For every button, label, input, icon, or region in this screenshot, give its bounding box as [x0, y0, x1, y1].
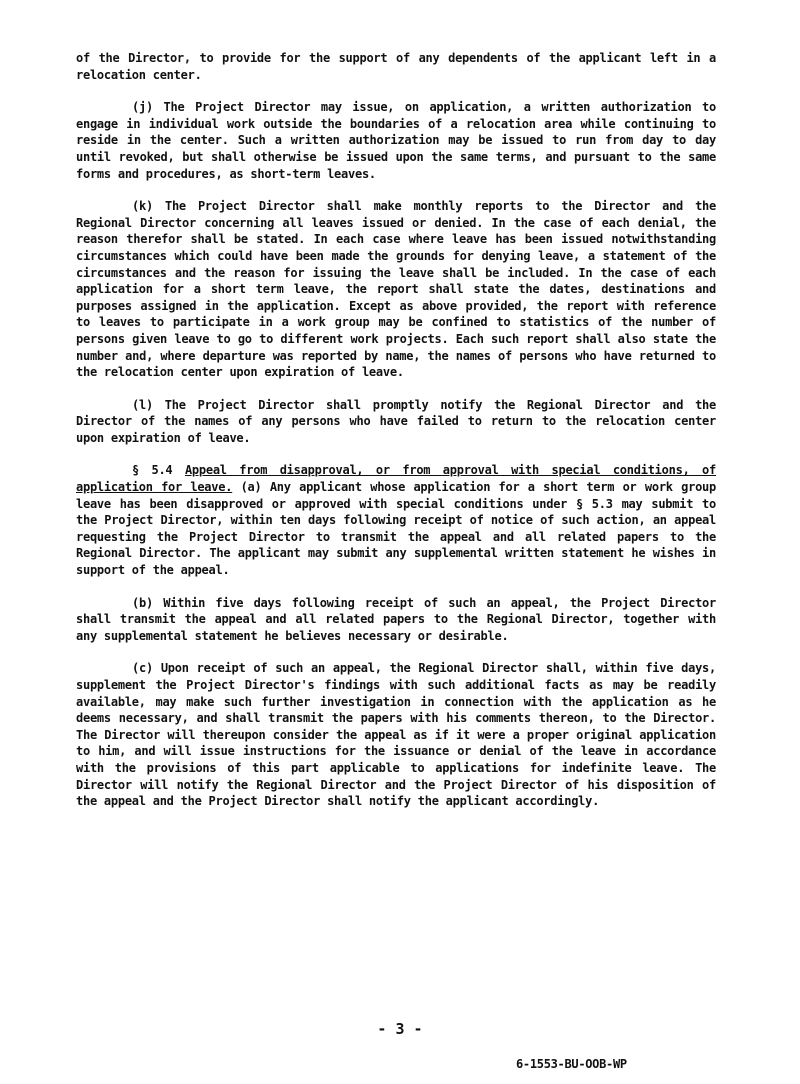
paragraph-continuation: of the Director, to provide for the support of any dependents of the applicant left in a relocation center.	[76, 51, 716, 82]
section-5-4	[76, 462, 716, 578]
section-heading: Appeal from disapproval, or from approval with special conditions, of application for leave.	[76, 463, 717, 495]
section-5-4-a: (a) Any applicant whose application for a short term or work group leave has been disapproved or approved with special conditions under § 5.3 may submit to the Project Director, within ten days following receipt of notice of such action, an appeal requesting the Project Director to transmit the appeal and all related papers to the Regional Director. The applicant may submit any supplemental written statement he wishes in support of the appeal.	[76, 480, 716, 578]
document-code: 6-1553-BU-OOB-WP	[516, 1057, 627, 1071]
page-number: - 3 -	[377, 1020, 423, 1038]
paragraph-j: (j) The Project Director may issue, on application, a written authorization to engage in individual work outside the boundaries of a relocation area while continuing to reside in the center. Such a written authorization may be issued to run from day to day until revoked, but shall otherwise be issued upon the same terms, and pursuant to the same forms and procedures, as short-term leaves.	[76, 100, 716, 181]
document-body	[76, 50, 716, 826]
paragraph-b: (b) Within five days following receipt of such an appeal, the Project Director shall transmit the appeal and all related papers to the Regional Director, together with any supplemental statement he believes necessary or desirable.	[76, 595, 716, 643]
paragraph-c: (c) Upon receipt of such an appeal, the Regional Director shall, within five days, supplement the Project Director's findings with such additional facts as may be readily available, may make such further investigation in connection with the application as he deems necessary, and shall transmit the papers with his comments thereon, to the Director. The Director will thereupon consider the appeal as if it were a proper original application to him, and will issue instructions for the issuance or denial of the leave in accordance with the provisions of this part applicable to applications for indefinite leave. The Director will notify the Regional Director and the Project Director of his disposition of the appeal and the Project Director shall notify the applicant accordingly.	[76, 661, 716, 809]
section-number: § 5.4	[132, 463, 173, 478]
paragraph-k: (k) The Project Director shall make monthly reports to the Director and the Regional Director concerning all leaves issued or denied. In the case of each denial, the reason therefor shall be stated. In each case where leave has been issued notwithstanding circumstances which could have been made the grounds for denying leave, a statement of the circumstances and the reason for issuing the leave shall be included. In the case of each application for a short term leave, the report shall state the dates, destinations and purposes assigned in the application. Except as above provided, the report with reference to leaves to participate in a work group may be confined to statistics of the number of persons given leave to go to different work projects. Each such report shall also state the number and, where departure was reported by name, the names of persons who have returned to the relocation center upon expiration of leave.	[76, 199, 716, 380]
paragraph-l: (l) The Project Director shall promptly notify the Regional Director and the Director of the names of any persons who have failed to return to the relocation center upon expiration of leave.	[76, 397, 716, 445]
